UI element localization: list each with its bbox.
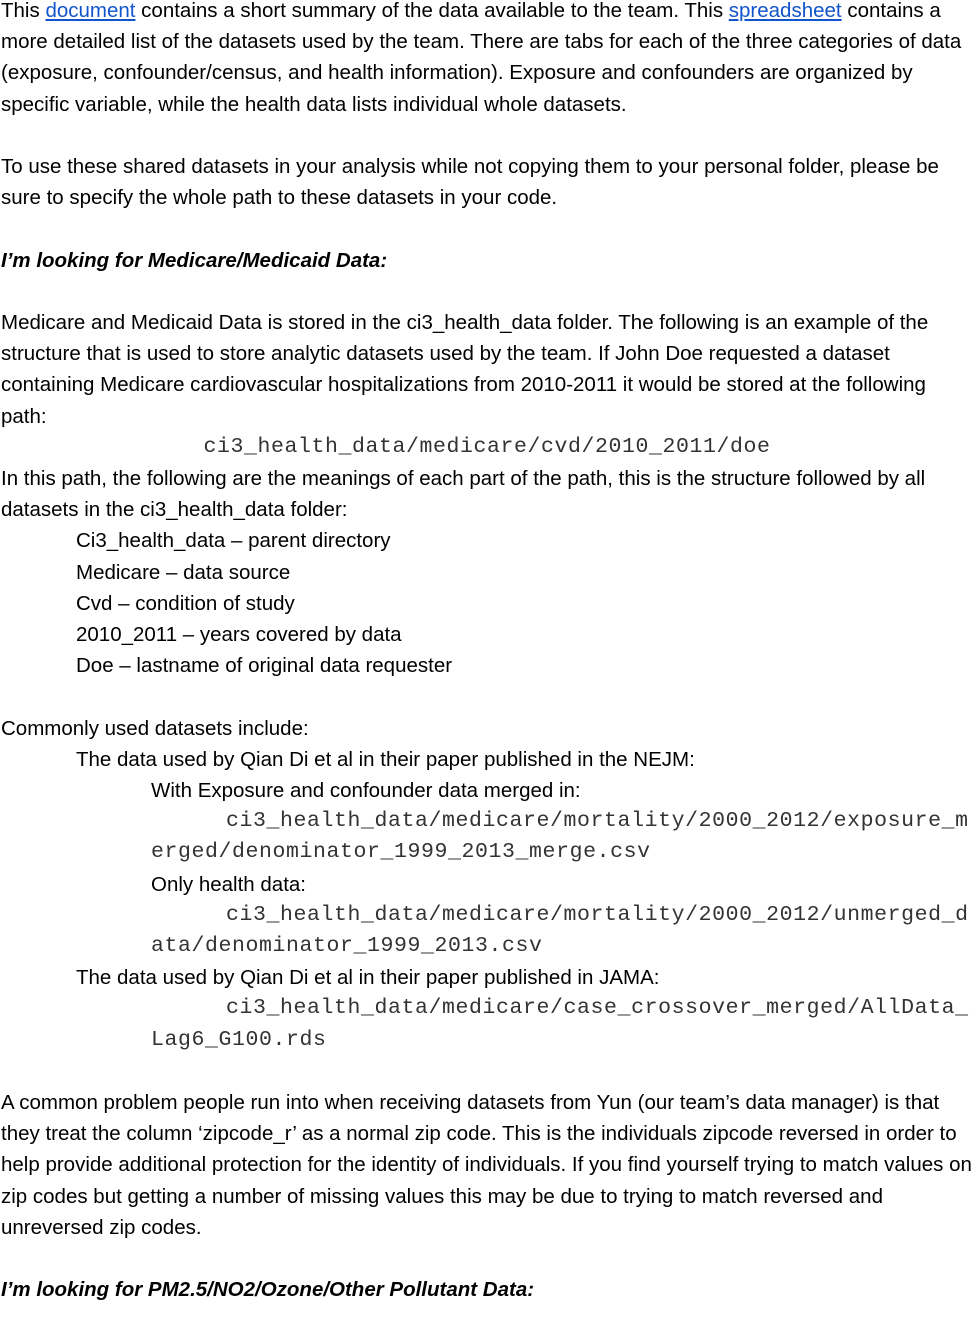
shared-datasets-paragraph: To use these shared datasets in your analysis while not copying them to your personal folder, please be sure to specify the whole path to these datasets in your code. — [1, 155, 939, 210]
spacer — [1, 681, 973, 712]
jama-dataset-label: The data used by Qian Di et al in their paper published in JAMA: — [76, 966, 660, 990]
medicare-structure-paragraph: Medicare and Medicaid Data is stored in the ci3_health_data folder. The following is an example of the structure that is used to store analytic datasets used by the team. If John Doe requested a dataset containing Medicare cardiovascular hospitalizations from 2010-2011 it would be stored at the following path: — [1, 310, 929, 428]
intro-text-mid: contains a short summary of the data available to the team. This — [141, 0, 724, 22]
intro-text-rest: contains a more detailed list of the datasets used by the team. There are tabs for each of the three categories of data (exposure, confounder/census, and health information). Exposure and confounders are organized by specific variable, while the health data lists individual whole datasets. — [1, 0, 962, 116]
spacer — [1, 1243, 973, 1274]
spreadsheet-link[interactable]: spreadsheet — [728, 0, 842, 22]
path-part-item: Doe – lastname of original data requester — [76, 654, 453, 678]
path-part-item: 2010_2011 – years covered by data — [76, 623, 402, 647]
path-part-item: Medicare – data source — [76, 560, 291, 584]
intro-paragraph — [1, 0, 973, 120]
health-only-path: ci3_health_data/medicare/mortality/2000_2012/unmerged_data/denominator_1999_2013.csv — [151, 902, 969, 959]
common-datasets-intro: Commonly used datasets include: — [1, 716, 309, 740]
path-meaning-paragraph: In this path, the following are the meanings of each part of the path, this is the structure followed by all datasets in the ci3_health_data folder: — [1, 467, 926, 522]
spacer — [1, 276, 973, 307]
merged-data-path: ci3_health_data/medicare/mortality/2000_2012/exposure_merged/denominator_1999_2013_merge.csv — [151, 809, 969, 865]
spacer — [1, 213, 973, 244]
document-link[interactable]: document — [45, 0, 136, 22]
spacer — [1, 120, 973, 151]
nejm-dataset-label: The data used by Qian Di et al in their paper published in the NEJM: — [76, 747, 695, 771]
path-part-item: Ci3_health_data – parent directory — [76, 529, 391, 553]
document-body — [1, 0, 973, 1305]
spacer — [1, 1056, 973, 1087]
zipcode-note-paragraph: A common problem people run into when receiving datasets from Yun (our team’s data manager) is that they treat the column ‘zipcode_r’ as a normal zip code. This is the individuals zipcode reversed in order to help provide additional protection for the identity of individuals. If you find yourself trying to match values on zip codes but getting a number of missing values this may be due to trying to match reversed and unreversed zip codes. — [1, 1091, 972, 1239]
jama-data-path: ci3_health_data/medicare/case_crossover_merged/AllData_Lag6_G100.rds — [151, 996, 969, 1052]
intro-text-start: This — [1, 0, 40, 22]
path-part-item: Cvd – condition of study — [76, 591, 295, 615]
merged-data-label: With Exposure and confounder data merged in: — [151, 779, 581, 803]
example-path: ci3_health_data/medicare/cvd/2010_2011/doe — [203, 434, 771, 459]
medicare-heading: I’m looking for Medicare/Medicaid Data: — [1, 248, 388, 272]
health-only-label: Only health data: — [151, 872, 306, 896]
pollutant-heading: I’m looking for PM2.5/NO2/Ozone/Other Pollutant Data: — [1, 1278, 535, 1302]
